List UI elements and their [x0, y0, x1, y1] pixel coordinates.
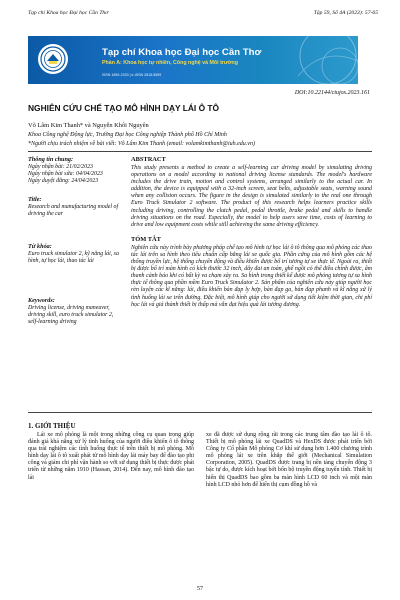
english-title-heading: Title:	[28, 196, 42, 203]
journal-banner	[28, 36, 358, 84]
running-header-journal: Tạp chí Khoa học Đại học Cần Thơ	[28, 10, 109, 16]
accepted-date: Ngày duyệt đăng: 24/04/2023	[28, 178, 99, 185]
article-affiliation: Khoa Công nghệ Động lực, Trường Đại học Công nghiệp Thành phố Hồ Chí Minh	[28, 132, 227, 138]
tomtat-text: Nghiên cứu này trình bày phương pháp chế tạo mô hình tự học lái ô tô thông qua mô phỏng các thao tác lái trên sa hình theo tiêu chuẩn cấp bằng lái xe quốc gia. Phần cứng của mô hình gồm các hệ thống truyền lực, hệ thống chuyển động và điều khiển được bố trí tương tự xe thực tế. Ngoài ra, thiết bị được bổ trí màn hình có kích thước 32 inch, dây đai an toàn, ghế ngồi có thể điều chỉnh được, âm thanh cảnh báo khi có bất kỳ va chạm xảy ra. Sa hình trong thiết kế được mô phỏng tương tự sa hình thực tế thông qua phần mềm Euro Truck Simulator 2. Sản phẩm của nghiên cứu này giúp người học rèn luyện các kĩ năng: lái, điều khiển bàn đạp ly hợp, bàn đạp ga, bàn đạp phanh và kĩ năng xử lý tình huống lái xe trên đường. Đặc biệt, mô hình giúp cho người sử dụng tiết kiệm thời gian, chi phí học lái và giá thành thiết bị thấp mà vẫn đạt hiệu quả lái tương đương.	[131, 244, 372, 308]
divider-top	[28, 151, 372, 152]
tomtat-heading: TÓM TẮT	[131, 235, 161, 243]
article-authors: Võ Lâm Kim Thanh* và Nguyễn Khôi Nguyên	[28, 122, 149, 129]
intro-column-right: xe đã được sử dụng rộng rãi trong các trung tâm đào tạo lái ô tô. Thiết bị mô phỏng lái xe QuadDS và HexDS được phát triển bởi Công ty Cổ phần Mô phỏng Cơ khí sử dụng hơn 1.400 chương trình mô phỏng lái xe trên khắp thế giới (Mechanical Simulation Corporation, 2005). QuadDS được trang bị nền tảng chuyển động 3 bậc tự do, được kích hoạt bởi bốn bộ truyền động tuyến tính. Thiết bị hiển thị QuadDS bao gồm ba màn hình LCD 60 inch và một màn hình LCD nhỏ hơn để hiển thị cụm đồng hồ và	[206, 432, 372, 488]
keywords-en-text: Driving license, driving maneuver, driving skill, euro truck simulator 2, self-learning driving	[28, 305, 114, 326]
received-date: Ngày nhận bài: 21/02/2023	[28, 164, 93, 170]
article-title: NGHIÊN CỨU CHẾ TẠO MÔ HÌNH DẠY LÁI Ô TÔ	[28, 103, 220, 113]
keywords-en-section	[28, 297, 123, 326]
section-heading-introduction: 1. GIỚI THIỆU	[28, 422, 76, 430]
abstract-text: This study presents a method to create a self-learning car driving model by simulating driving operations on a model according to national driving license standards. The model's hardware includes the drive train, motion and control systems, arranged similarly to the actual car. In addition, the device is equipped with a 32-inch screen, seat belts, adjustable seats, warning sound when any collision occurs. The figure in the design is simulated similarly to the real one through Euro Truck Simulator 2 software. The product of this research helps learners practice skills including driving, controlling the clutch pedal, pedal throttle, brake pedal and skills to handle driving situations on the road. Especially, the model to help users save time, costs of learning to drive and low equipment costs while still achieving the same driving efficiency.	[131, 165, 372, 228]
intro-column-left: Lái xe mô phỏng là một trong những công cụ quan trọng giúp đánh giá khả năng xử lý tình huống của người điều khiển ô tô thông qua trải nghiệm các tình huống thực tế trên thiết bị mô phỏng. Mô hình dạy lái ô tô xuất phát từ mô hình dạy lái máy bay để đào tạo phi công và giảm chi phí vận hành so với sử dụng thiết bị thực được phát triển từ những năm 1910 (Hassan, 2014). Đến nay, mô hình đào tạo lái	[28, 432, 194, 481]
revised-date: Ngày nhận bài sửa: 04/04/2023	[28, 171, 103, 178]
keywords-vi-section	[28, 243, 123, 265]
abstract-section	[131, 156, 372, 309]
banner-decoration-icon	[268, 36, 358, 84]
running-header-issue: Tập 59, Số 4A (2023): 57-65	[313, 10, 378, 16]
keywords-vi-text: Euro truck simulator 2, kỹ năng lái, sa hình, tự học lái, thao tác lái	[28, 251, 119, 265]
abstract-heading: ABSTRACT	[131, 156, 166, 163]
keywords-en-heading: Keywords:	[28, 297, 55, 304]
article-info-heading: Thông tin chung:	[28, 156, 74, 163]
corresponding-author: *Người chịu trách nhiệm về bài viết: Võ Lâm Kim Thanh (email: volamkimthanh@iuh.edu.vn)	[28, 141, 255, 147]
page-number: 57	[197, 586, 203, 592]
english-title-section	[28, 196, 123, 218]
article-info	[28, 156, 123, 185]
doi-link[interactable]: DOI:10.22144/ctujos.2023.161	[294, 90, 370, 96]
running-header	[28, 10, 378, 16]
banner-subtitle: Phần A: Khoa học tự nhiên, Công nghệ và Môi trường	[102, 60, 239, 66]
university-logo-icon	[38, 44, 68, 74]
banner-title: Tạp chí Khoa học Đại học Cần Thơ	[102, 47, 262, 58]
banner-issn: ISSN 1859-2333 | e-ISSN 2815-5599	[102, 73, 162, 77]
keywords-vi-heading: Từ khóa:	[28, 243, 52, 250]
english-title-text: Research and manufacturing model of driving the car	[28, 204, 119, 218]
divider-bottom	[28, 412, 372, 413]
